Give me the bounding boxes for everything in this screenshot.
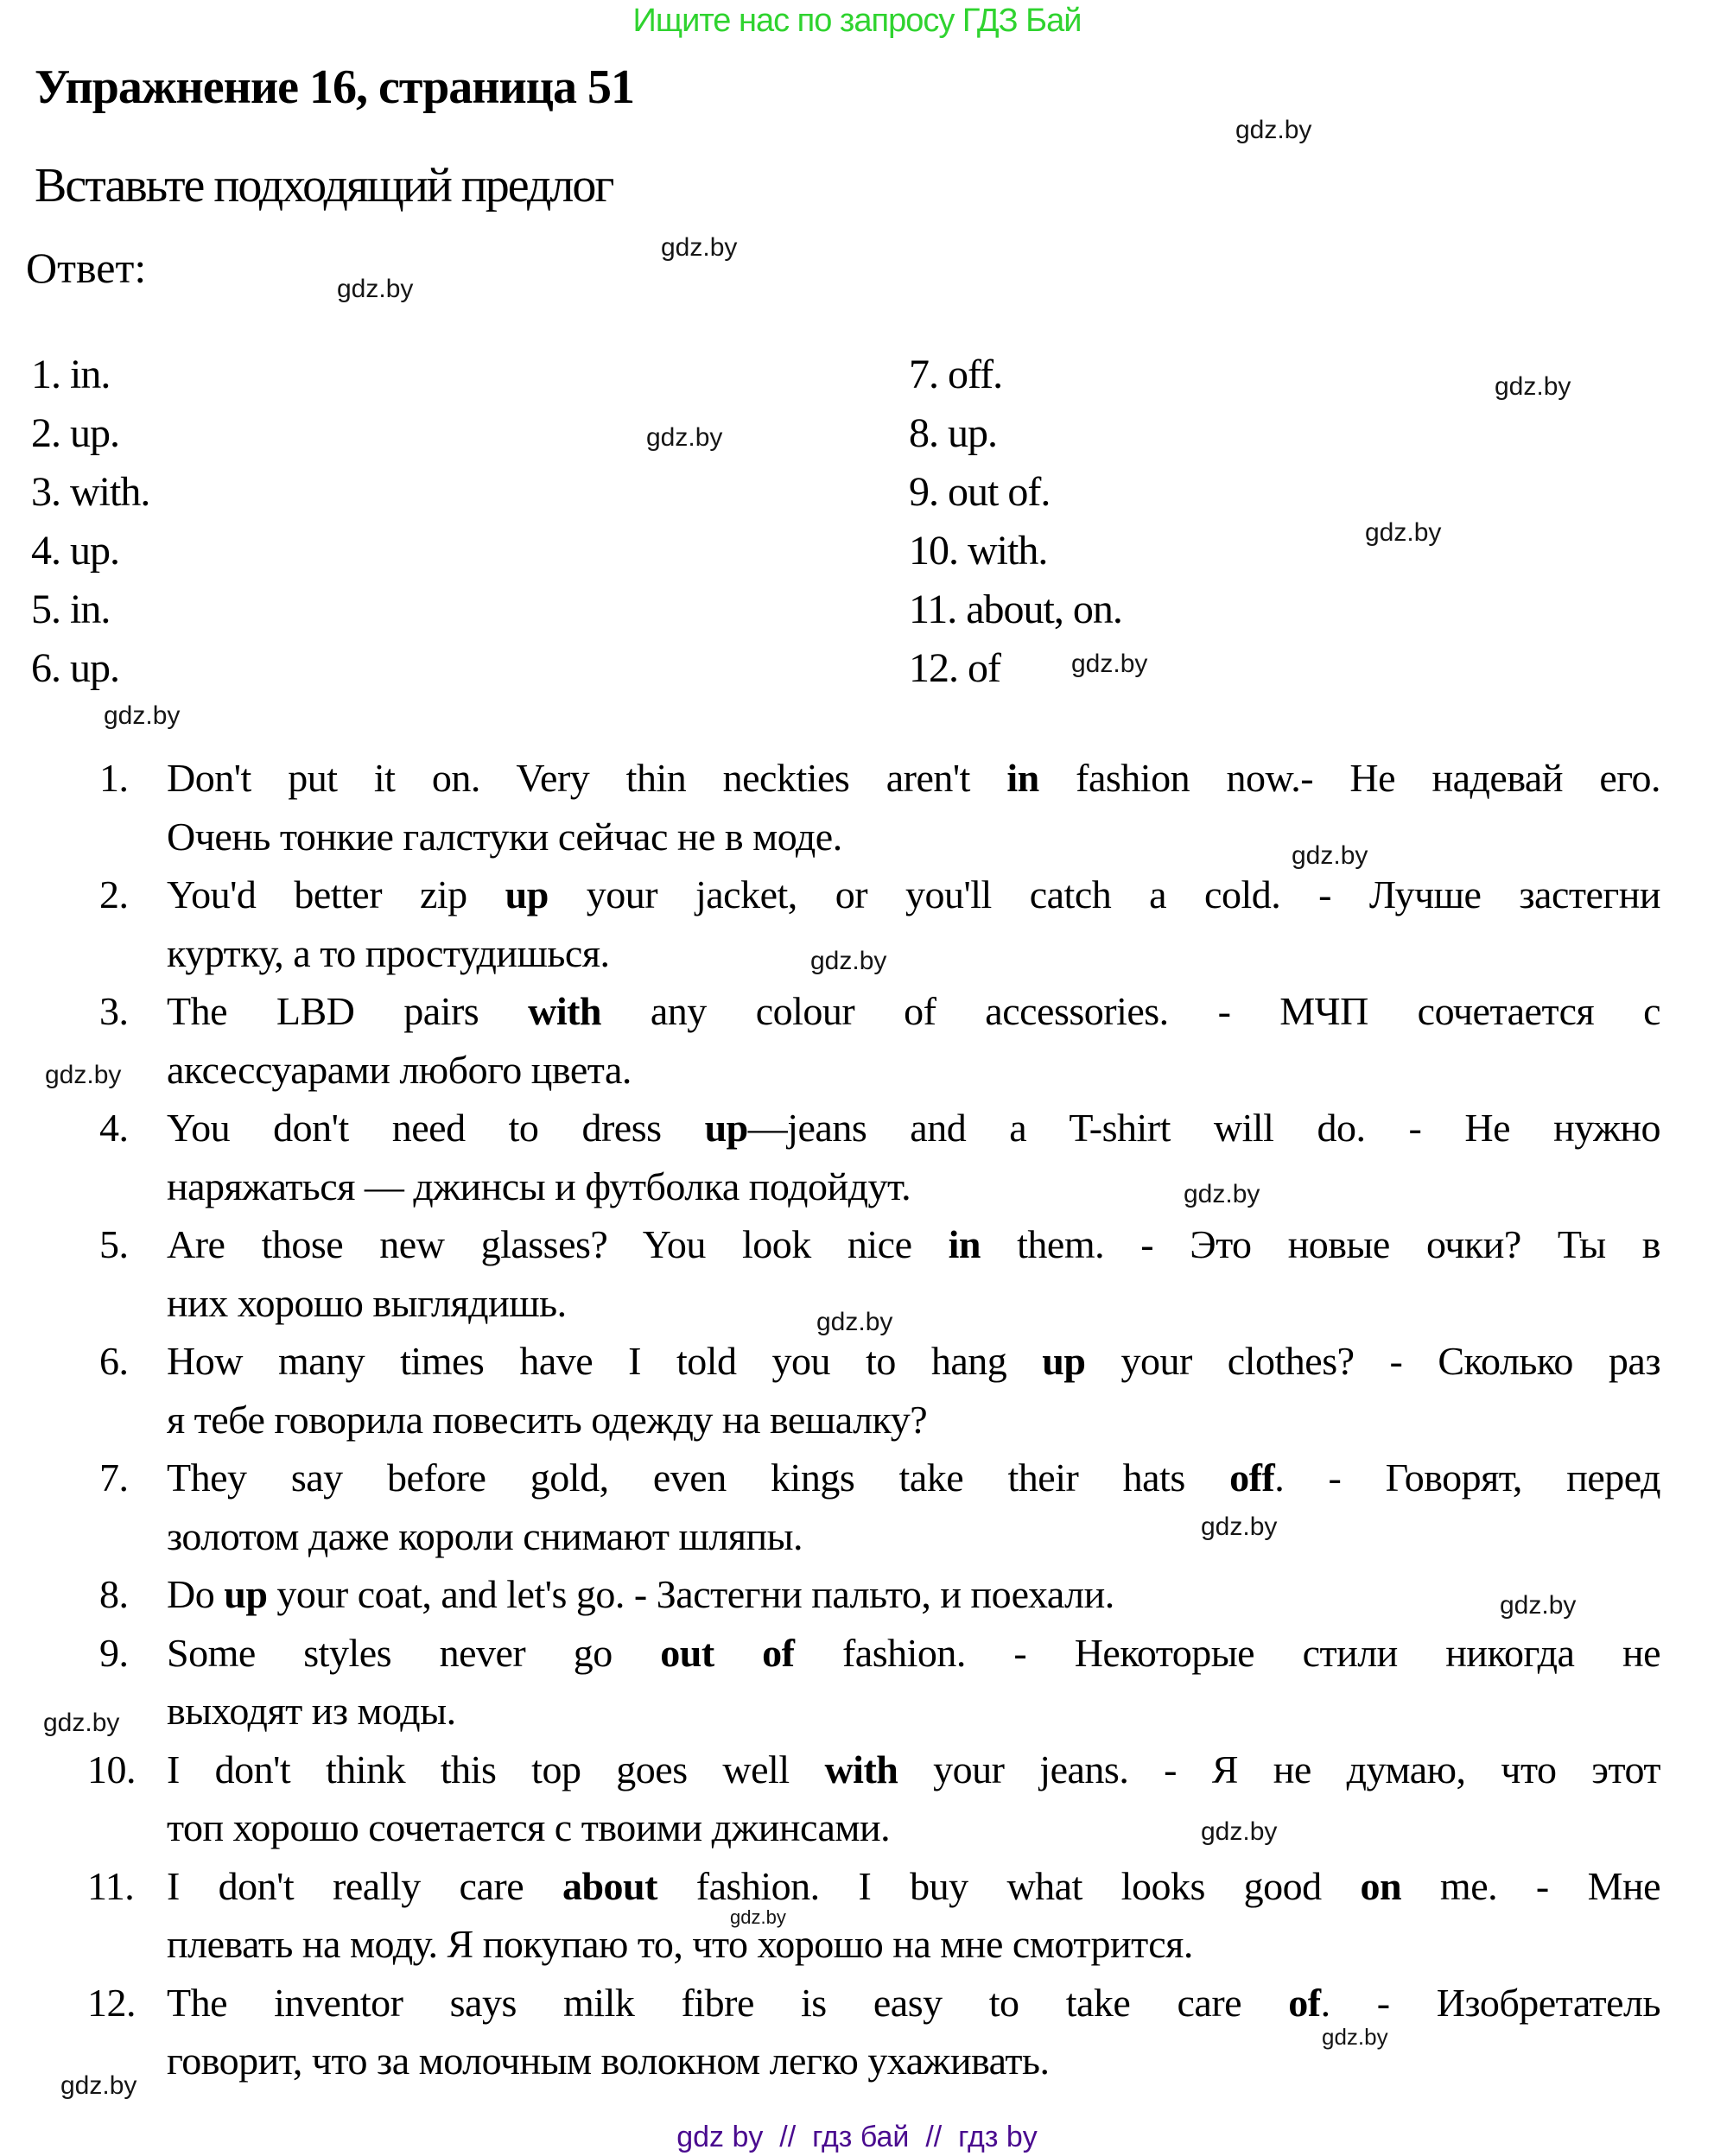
gdz-watermark: gdz.by xyxy=(1235,116,1312,144)
page-title: Упражнение 16, страница 51 xyxy=(35,60,635,114)
sentence-line xyxy=(99,870,1660,929)
gdz-watermark: gdz.by xyxy=(60,2071,137,2100)
sentence-line xyxy=(99,1103,1660,1162)
sentence-line xyxy=(99,1220,1660,1278)
sentence-line xyxy=(167,1512,1660,1570)
sentence-line xyxy=(167,1686,1660,1745)
bold-preposition: up xyxy=(505,872,549,916)
sentence-text: говорит, что за молочным волокном легко ухаживать. xyxy=(167,2039,1050,2083)
sentence-number: 3. xyxy=(99,989,129,1033)
sentence-text: них хорошо выглядишь. xyxy=(167,1280,567,1325)
footer-links: gdz by // гдз бай // гдз by xyxy=(676,2121,1038,2153)
gdz-watermark: gdz.by xyxy=(1292,841,1368,870)
gdz-watermark: gdz.by xyxy=(45,1061,122,1089)
gdz-watermark: gdz.by xyxy=(810,947,887,975)
answer-item: 12. of xyxy=(909,645,1000,691)
sentence-text: Some styles never go xyxy=(167,1630,661,1675)
sentence-text: your jacket, or you'll catch a cold. - Лучше застегни xyxy=(548,872,1660,916)
sentence-text: . - Говорят, перед xyxy=(1274,1455,1661,1500)
sentence-number: 9. xyxy=(99,1630,129,1675)
sentence-text: наряжаться — джинсы и футболка подойдут. xyxy=(167,1164,911,1208)
bold-preposition: in xyxy=(1006,756,1039,800)
answer-item: 6. up. xyxy=(31,645,119,691)
page-subtitle: Вставьте подходящий предлог xyxy=(35,159,613,212)
gdz-watermark: gdz.by xyxy=(1201,1817,1278,1846)
sentence-text: The inventor says milk fibre is easy to take care xyxy=(167,1980,1289,2025)
sentence-line xyxy=(167,812,1660,871)
sentence-number: 12. xyxy=(87,1980,136,2025)
answer-item: 2. up. xyxy=(31,410,119,456)
sentence-text: Don't put it on. Very thin neckties aren't xyxy=(167,756,1007,800)
bold-preposition: in xyxy=(948,1222,981,1266)
sentence-line xyxy=(99,1628,1660,1687)
sentence-text: your coat, and let's go. - Застегни пальто, и поехали. xyxy=(267,1572,1114,1616)
sentence-number: 10. xyxy=(87,1747,136,1791)
answer-item: 5. in. xyxy=(31,587,111,632)
sentence-text: You don't need to dress xyxy=(167,1106,705,1150)
answer-item: 4. up. xyxy=(31,528,119,574)
sentence-number: 1. xyxy=(99,756,129,800)
sentence-number: 2. xyxy=(99,872,129,916)
sentence-text: me. - Мне xyxy=(1401,1863,1660,1908)
answer-item: 10. with. xyxy=(909,528,1048,574)
gdz-watermark: gdz.by xyxy=(104,701,181,730)
bold-preposition: out of xyxy=(660,1630,795,1675)
gdz-watermark: gdz.by xyxy=(43,1709,120,1737)
answers-column-right xyxy=(909,346,1122,698)
bold-preposition: with xyxy=(528,989,601,1033)
bold-preposition: on xyxy=(1360,1863,1402,1908)
answer-item: 11. about, on. xyxy=(909,587,1122,632)
sentence-text: Do xyxy=(167,1572,225,1616)
sentence-text: я тебе говорила повесить одежду на вешалку? xyxy=(167,1397,928,1442)
gdz-watermark: gdz.by xyxy=(1184,1180,1260,1208)
sentence-line xyxy=(167,929,1660,987)
sentence-text: The LBD pairs xyxy=(167,989,529,1033)
sentence-line xyxy=(99,753,1661,812)
answers-column-left xyxy=(31,346,149,698)
answer-item: 8. up. xyxy=(909,410,997,456)
sentence-number: 8. xyxy=(99,1572,129,1616)
sentence-number: 5. xyxy=(99,1222,129,1266)
sentence-text: your jeans. - Я не думаю, что этот xyxy=(898,1747,1660,1791)
sentence-line xyxy=(167,1045,1660,1104)
sentence-line xyxy=(167,1278,1660,1337)
promo-banner: Ищите нас по запросу ГДЗ Бай xyxy=(632,3,1082,39)
gdz-watermark: gdz.by xyxy=(646,423,723,452)
sentence-line xyxy=(99,986,1660,1045)
answer-item: 9. out of. xyxy=(909,469,1051,515)
bold-preposition: with xyxy=(824,1747,898,1791)
sentence-text: fashion. - Некоторые стили никогда не xyxy=(794,1630,1660,1675)
answer-item: 1. in. xyxy=(31,352,111,397)
gdz-watermark: gdz.by xyxy=(1500,1591,1577,1620)
sentence-text: fashion now.- Не надевай его. xyxy=(1038,756,1661,800)
bold-preposition: up xyxy=(704,1106,748,1150)
sentence-line xyxy=(167,2036,1660,2095)
gdz-watermark: gdz.by xyxy=(730,1906,786,1928)
sentence-text: They say before gold, even kings take their hats xyxy=(167,1455,1230,1500)
answer-label: Ответ: xyxy=(26,244,147,292)
bold-preposition: of xyxy=(1288,1980,1321,2025)
bold-preposition: up xyxy=(1042,1339,1086,1383)
sentence-line xyxy=(87,1861,1660,1920)
sentence-text: Очень тонкие галстуки сейчас не в моде. xyxy=(167,814,842,859)
sentence-text: You'd better zip xyxy=(167,872,505,916)
sentence-number: 6. xyxy=(99,1339,129,1383)
sentence-text: them. - Это новые очки? Ты в xyxy=(981,1222,1660,1266)
sentence-text: . - Изобретатель xyxy=(1320,1980,1660,2025)
sentence-line xyxy=(167,1395,1660,1454)
sentence-line xyxy=(87,1745,1660,1804)
sentence-text: —jeans and a T-shirt will do. - Не нужно xyxy=(747,1106,1660,1150)
sentence-line xyxy=(99,1453,1661,1512)
sentence-line xyxy=(99,1336,1660,1395)
sentence-text: золотом даже короли снимают шляпы. xyxy=(167,1513,803,1558)
sentence-line xyxy=(87,1978,1660,2037)
bold-preposition: off xyxy=(1229,1455,1275,1500)
sentence-text: выходят из моды. xyxy=(167,1689,456,1733)
gdz-watermark: gdz.by xyxy=(816,1308,893,1336)
sentence-line xyxy=(167,1803,1660,1861)
answer-item: 7. off. xyxy=(909,352,1003,397)
sentence-text: I don't think this top goes well xyxy=(167,1747,825,1791)
sentence-text: I don't really care xyxy=(167,1863,562,1908)
sentence-number: 11. xyxy=(87,1863,135,1908)
sentence-line xyxy=(99,1569,1660,1628)
sentence-text: аксессуарами любого цвета. xyxy=(167,1047,632,1092)
gdz-watermark: gdz.by xyxy=(1322,2024,1388,2050)
gdz-watermark: gdz.by xyxy=(337,275,414,303)
sentence-text: плевать на моду. Я покупаю то, что хорошо на мне смотрится. xyxy=(167,1922,1193,1966)
sentence-text: Are those new glasses? You look nice xyxy=(167,1222,949,1266)
gdz-watermark: gdz.by xyxy=(661,233,738,262)
sentence-text: How many times have I told you to hang xyxy=(167,1339,1043,1383)
answer-item: 3. with. xyxy=(31,469,150,515)
gdz-watermark: gdz.by xyxy=(1201,1512,1278,1541)
bold-preposition: up xyxy=(224,1572,268,1616)
sentence-text: fashion. I buy what looks good xyxy=(657,1863,1361,1908)
gdz-watermark: gdz.by xyxy=(1071,650,1148,678)
sentence-text: куртку, а то простудишься. xyxy=(167,930,610,975)
sentence-number: 4. xyxy=(99,1106,129,1150)
sentence-text: топ хорошо сочетается с твоими джинсами. xyxy=(167,1805,891,1849)
gdz-watermark: gdz.by xyxy=(1495,372,1571,401)
sentence-line xyxy=(167,1162,1660,1221)
gdz-watermark: gdz.by xyxy=(1365,518,1442,547)
sentence-number: 7. xyxy=(99,1455,129,1500)
sentence-text: any colour of accessories. - МЧП сочетается с xyxy=(601,989,1660,1033)
sentence-line xyxy=(167,1919,1660,1978)
bold-preposition: about xyxy=(562,1863,657,1908)
sentence-text: your clothes? - Сколько раз xyxy=(1085,1339,1660,1383)
